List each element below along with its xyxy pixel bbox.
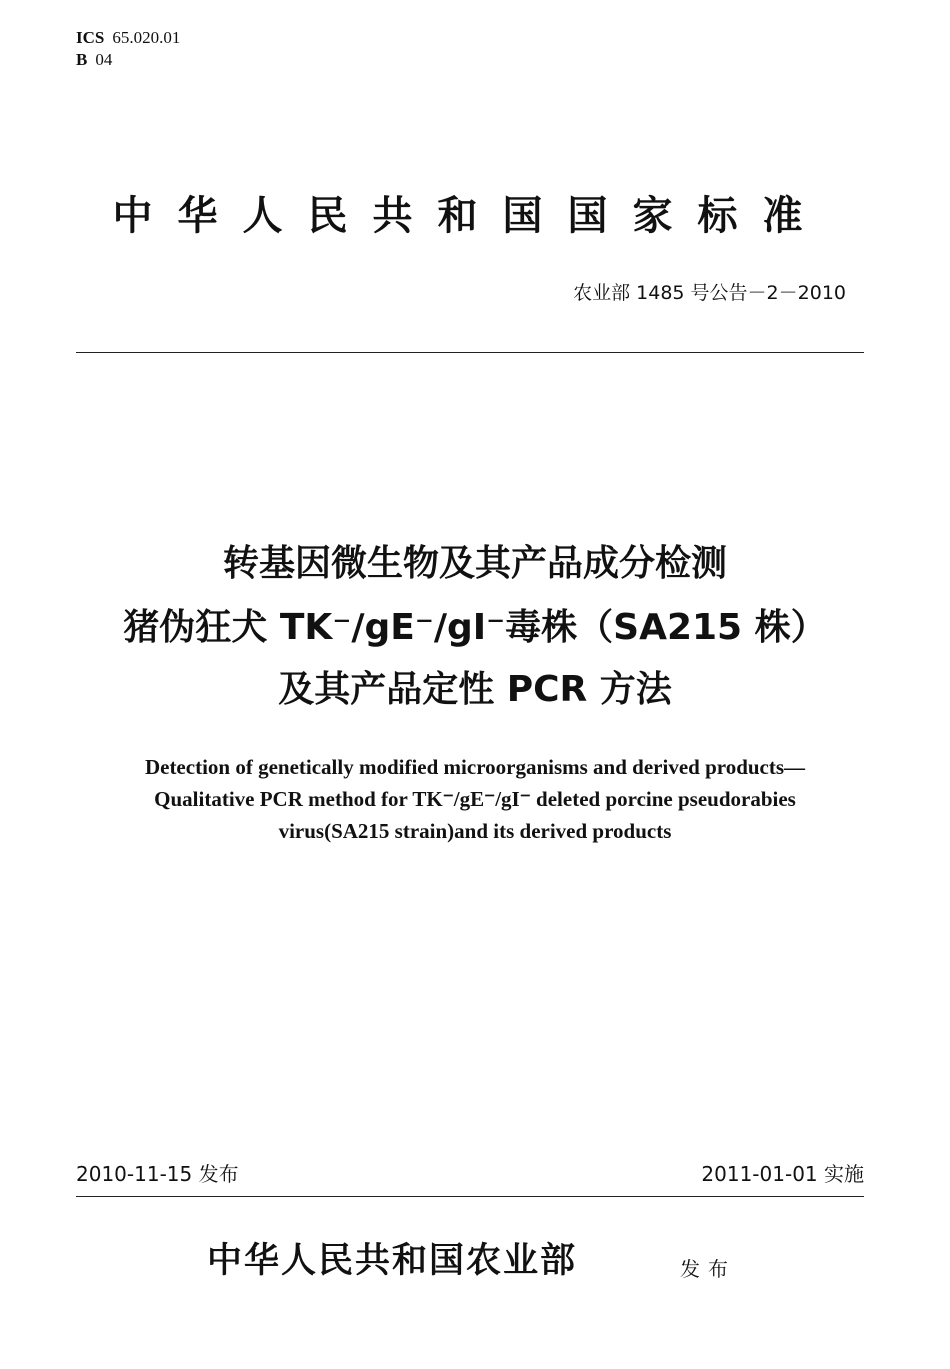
chinese-title-line-2: 猪伪狂犬 TK⁻/gE⁻/gI⁻毒株（SA215 株） bbox=[123, 607, 827, 648]
bottom-divider bbox=[76, 1196, 864, 1197]
implementation-date: 2011-01-01 实施 bbox=[701, 1162, 864, 1186]
issuing-authority: 中华人民共和国农业部 bbox=[207, 1240, 578, 1281]
ccs-label: B bbox=[76, 50, 88, 69]
ics-label: ICS bbox=[76, 28, 105, 47]
chinese-title-line-3: 及其产品定性 PCR 方法 bbox=[278, 669, 672, 710]
top-divider bbox=[76, 352, 864, 353]
ics-classification bbox=[76, 28, 180, 48]
national-standard-title: 中华人民共和国国家标准 bbox=[112, 193, 828, 239]
issuer-suffix: 发布 bbox=[680, 1257, 736, 1281]
english-title-line-3: virus(SA215 strain)and its derived products bbox=[278, 819, 672, 843]
standard-number: 农业部 1485 号公告－2－2010 bbox=[573, 282, 846, 304]
chinese-title-line-1: 转基因微生物及其产品成分检测 bbox=[222, 543, 727, 584]
ccs-code: 04 bbox=[95, 50, 113, 69]
english-title-line-2: Qualitative PCR method for TK⁻/gE⁻/gI⁻ deleted porcine pseudorabies bbox=[154, 787, 796, 811]
issue-date: 2010-11-15 发布 bbox=[76, 1162, 239, 1186]
english-title-line-1: Detection of genetically modified microorganisms and derived products— bbox=[144, 755, 806, 779]
ccs-classification bbox=[76, 50, 112, 70]
ics-code: 65.020.01 bbox=[112, 28, 181, 47]
